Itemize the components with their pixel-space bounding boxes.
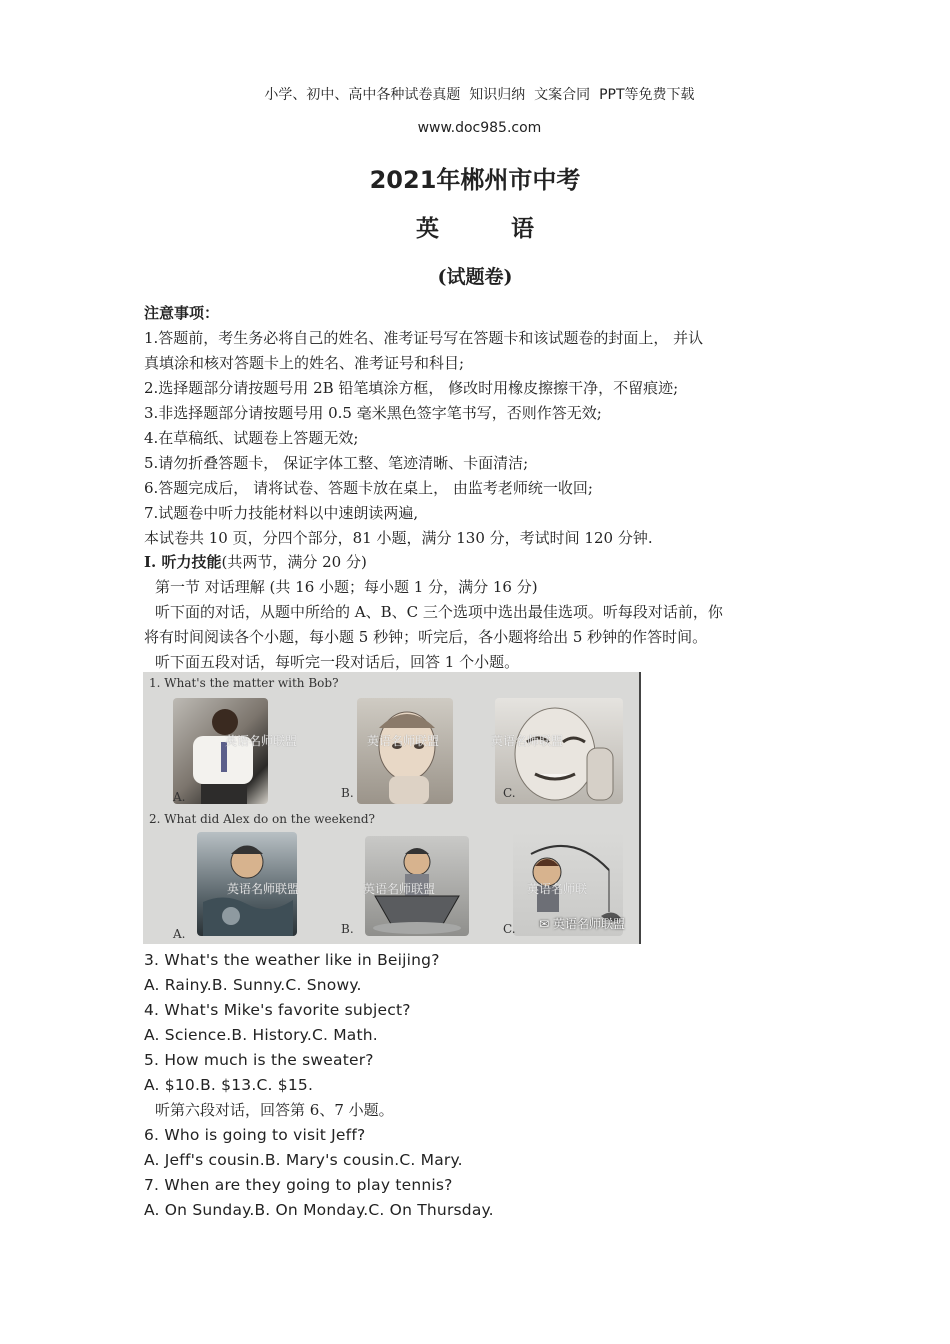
instruction-line: 将有时间阅读各个小题，每小题 5 秒钟；听完后，各小题将给出 5 秒钟的作答时间。 xyxy=(144,628,708,646)
option-c-label: C. xyxy=(503,786,516,800)
subsection-heading: 第一节 对话理解 (共 16 小题；每小题 1 分，满分 16 分) xyxy=(155,578,538,596)
section-label: I. 听力技能 xyxy=(144,553,222,571)
section-heading xyxy=(144,552,367,572)
wechat-watermark xyxy=(539,915,625,932)
question-text: 4. What's Mike's favorite subject? xyxy=(144,1001,411,1019)
picture-question-1: 1. What's the matter with Bob? xyxy=(149,676,339,690)
notice-line: 1.答题前，考生务必将自己的姓名、准考证号写在答题卡和该试题卷的封面上， 并认 xyxy=(144,329,704,347)
instruction-line: 听下面的对话，从题中所给的 A、B、C 三个选项中选出最佳选项。听每段对话前，你 xyxy=(155,603,723,621)
picture-question-2: 2. What did Alex do on the weekend? xyxy=(149,812,375,826)
photo-stomachache xyxy=(173,698,268,804)
instruction-line: 听第六段对话，回答第 6、7 小题。 xyxy=(155,1101,394,1119)
notice-line: 5.请勿折叠答题卡， 保证字体工整、笔迹清晰、卡面清洁; xyxy=(144,454,529,472)
wechat-watermark-text: 英语名师联盟 xyxy=(552,917,625,931)
site-header xyxy=(0,68,950,136)
wechat-icon: ✉ xyxy=(539,917,550,931)
notice-line: 本试卷共 10 页，分四个部分，81 小题，满分 130 分，考试时间 120 分钟. xyxy=(144,529,653,547)
answer-options: A. Science.B. History.C. Math. xyxy=(144,1026,378,1044)
photo-headache xyxy=(357,698,453,804)
person-holding-chin-icon xyxy=(357,698,453,804)
watermark: 英语名师联盟 xyxy=(225,734,298,748)
option-a-label: A. xyxy=(173,790,186,804)
watermark: 英语名师联盟 xyxy=(491,734,564,748)
notice-line: 7.试题卷中听力技能材料以中速朗读两遍, xyxy=(144,504,419,522)
question-text: 5. How much is the sweater? xyxy=(144,1051,374,1069)
option-b-label: B. xyxy=(341,786,354,800)
person-bending-icon xyxy=(173,698,268,804)
notice-line: 2.选择题部分请按题号用 2B 铅笔填涂方框， 修改时用橡皮擦擦干净，不留痕迹; xyxy=(144,379,679,397)
question-text: 6. Who is going to visit Jeff? xyxy=(144,1126,366,1144)
notice-line: 6.答题完成后， 请将试卷、答题卡放在桌上， 由监考老师统一收回; xyxy=(144,479,593,497)
paper-label: (试题卷) xyxy=(437,266,513,288)
section-score: (共两节，满分 20 分) xyxy=(221,553,367,571)
answer-options: A. $10.B. $13.C. $15. xyxy=(144,1076,314,1094)
notice-heading: 注意事项： xyxy=(144,304,220,322)
question-text: 3. What's the weather like in Beijing? xyxy=(144,951,440,969)
watermark: 英语名师联盟 xyxy=(367,734,440,748)
header-site-link[interactable]: www.doc985.com xyxy=(417,120,542,136)
question-picture xyxy=(143,672,641,944)
notice-line: 3.非选择题部分请按题号用 0.5 毫米黑色签字笔书写，否则作答无效; xyxy=(144,404,602,422)
option-c-label: C. xyxy=(503,922,516,936)
option-a-label: A. xyxy=(173,927,186,941)
answer-options: A. Rainy.B. Sunny.C. Snowy. xyxy=(144,976,362,994)
notice-line: 4.在草稿纸、试题卷上答题无效; xyxy=(144,429,359,447)
header-promo-text: 小学、初中、高中各种试卷真题 知识归纳 文案合同 PPT等免费下载 xyxy=(264,87,695,103)
watermark: 英语名师联 xyxy=(527,882,588,896)
question-text: 7. When are they going to play tennis? xyxy=(144,1176,453,1194)
answer-options: A. On Sunday.B. On Monday.C. On Thursday. xyxy=(144,1201,494,1219)
watermark: 英语名师联盟 xyxy=(363,882,436,896)
instruction-line: 听下面五段对话，每听完一段对话后，回答 1 个小题。 xyxy=(155,653,520,671)
notice-line: 真填涂和核对答题卡上的姓名、准考证号和科目; xyxy=(144,354,465,372)
subject-title: 英 语 xyxy=(415,215,566,242)
exam-title: 2021年郴州市中考 xyxy=(369,166,581,194)
option-b-label: B. xyxy=(341,922,354,936)
watermark: 英语名师联盟 xyxy=(227,882,300,896)
answer-options: A. Jeff's cousin.B. Mary's cousin.C. Mary. xyxy=(144,1151,463,1169)
